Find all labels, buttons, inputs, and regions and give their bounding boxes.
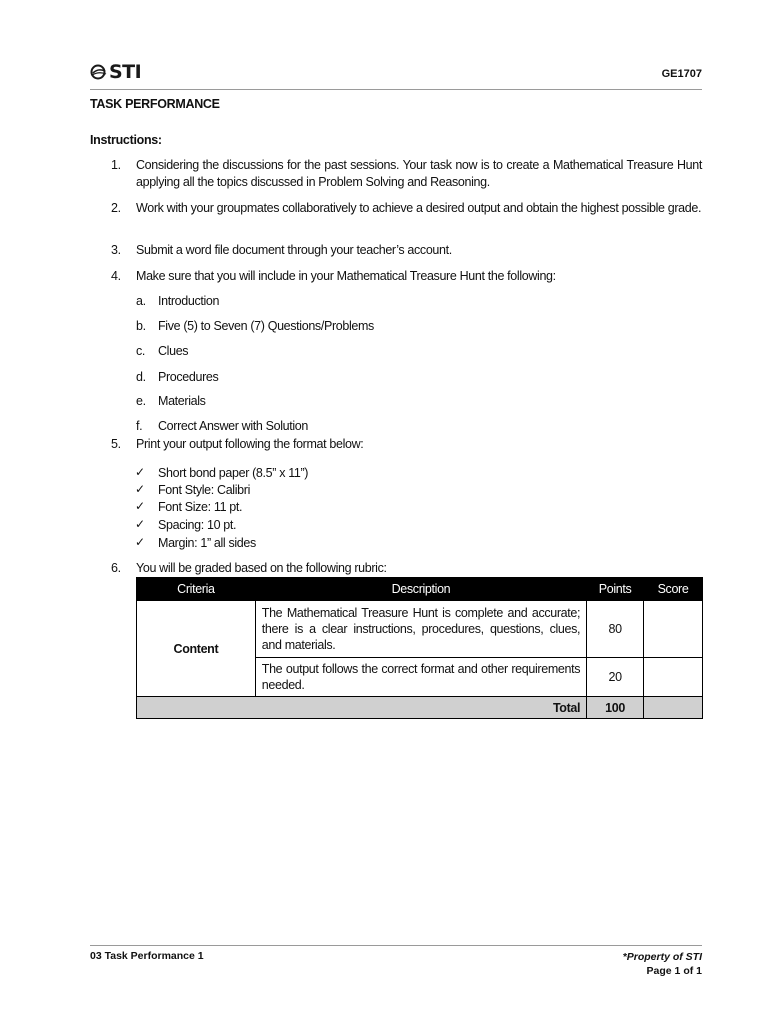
header-divider xyxy=(90,89,702,90)
sub-item-letter: a. xyxy=(136,294,146,308)
column-header-score: Score xyxy=(644,578,703,601)
table-row xyxy=(137,601,703,658)
format-item: Margin: 1” all sides xyxy=(158,536,256,550)
instruction-item: You will be graded based on the following rubric: xyxy=(136,561,387,575)
page-header xyxy=(90,60,702,90)
column-header-points: Points xyxy=(587,578,644,601)
criteria-cell: Content xyxy=(137,601,256,697)
column-header-description: Description xyxy=(255,578,586,601)
instruction-item: Work with your groupmates collaboratively to achieve a desired output and obtain the highest possible grade. xyxy=(136,201,702,215)
instructions-heading: Instructions: xyxy=(90,133,162,147)
table-header-row xyxy=(137,578,703,601)
score-cell xyxy=(644,601,703,658)
page-title: TASK PERFORMANCE xyxy=(90,97,220,111)
item-number: 3. xyxy=(111,243,121,257)
sub-item-letter: e. xyxy=(136,394,146,408)
page-number: Page 1 of 1 xyxy=(646,965,702,977)
rubric-table xyxy=(136,577,703,719)
instruction-item: Make sure that you will include in your Mathematical Treasure Hunt the following: xyxy=(136,269,556,283)
sub-item-letter: b. xyxy=(136,319,146,333)
sti-logo xyxy=(90,62,141,82)
page-footer-right xyxy=(623,950,702,978)
sub-item: Materials xyxy=(158,394,206,408)
item-number: 6. xyxy=(111,561,121,575)
column-header-criteria: Criteria xyxy=(137,578,256,601)
instruction-item: Print your output following the format below: xyxy=(136,437,364,451)
sub-item-letter: d. xyxy=(136,370,146,384)
sub-item: Five (5) to Seven (7) Questions/Problems xyxy=(158,319,374,333)
description-cell: The Mathematical Treasure Hunt is complete and accurate; there is a clear instructions, procedures, questions, clues, and materials. xyxy=(255,601,586,658)
footer-document-name: 03 Task Performance 1 xyxy=(90,950,204,962)
format-item: Short bond paper (8.5” x 11”) xyxy=(158,466,309,480)
item-number: 2. xyxy=(111,201,121,215)
checkmark-icon: ✓ xyxy=(135,499,146,513)
points-cell: 20 xyxy=(587,658,644,697)
footer-divider xyxy=(90,945,702,946)
property-notice: *Property of STI xyxy=(622,951,702,963)
sub-item: Introduction xyxy=(158,294,220,308)
item-number: 4. xyxy=(111,269,121,283)
instruction-item: Submit a word file document through your teacher’s account. xyxy=(136,243,452,257)
format-item: Spacing: 10 pt. xyxy=(158,518,237,532)
checkmark-icon: ✓ xyxy=(135,517,146,531)
sub-item: Clues xyxy=(158,344,189,358)
sub-item-letter: c. xyxy=(136,344,146,358)
points-cell: 80 xyxy=(587,601,644,658)
sub-item: Correct Answer with Solution xyxy=(158,419,308,433)
sub-item: Procedures xyxy=(158,370,219,384)
sub-item-letter: f. xyxy=(136,419,143,433)
checkmark-icon: ✓ xyxy=(135,465,146,479)
document-code: GE1707 xyxy=(661,68,702,80)
checkmark-icon: ✓ xyxy=(135,535,146,549)
description-cell: The output follows the correct format and other requirements needed. xyxy=(255,658,586,697)
total-row xyxy=(137,697,703,719)
total-points-cell: 100 xyxy=(587,697,644,719)
total-label: Total xyxy=(137,697,587,719)
item-number: 1. xyxy=(111,158,121,172)
instruction-item: Considering the discussions for the past sessions. Your task now is to create a Mathematical Treasure Hunt applying all the topics discussed in Problem Solving and Reasoning. xyxy=(136,158,702,189)
format-item: Font Style: Calibri xyxy=(158,483,250,497)
sti-logo-mark-icon xyxy=(90,64,108,80)
checkmark-icon: ✓ xyxy=(135,482,146,496)
logo-text: STI xyxy=(109,61,142,83)
total-score-cell xyxy=(644,697,703,719)
score-cell xyxy=(644,658,703,697)
format-item: Font Size: 11 pt. xyxy=(158,500,243,514)
item-number: 5. xyxy=(111,437,121,451)
